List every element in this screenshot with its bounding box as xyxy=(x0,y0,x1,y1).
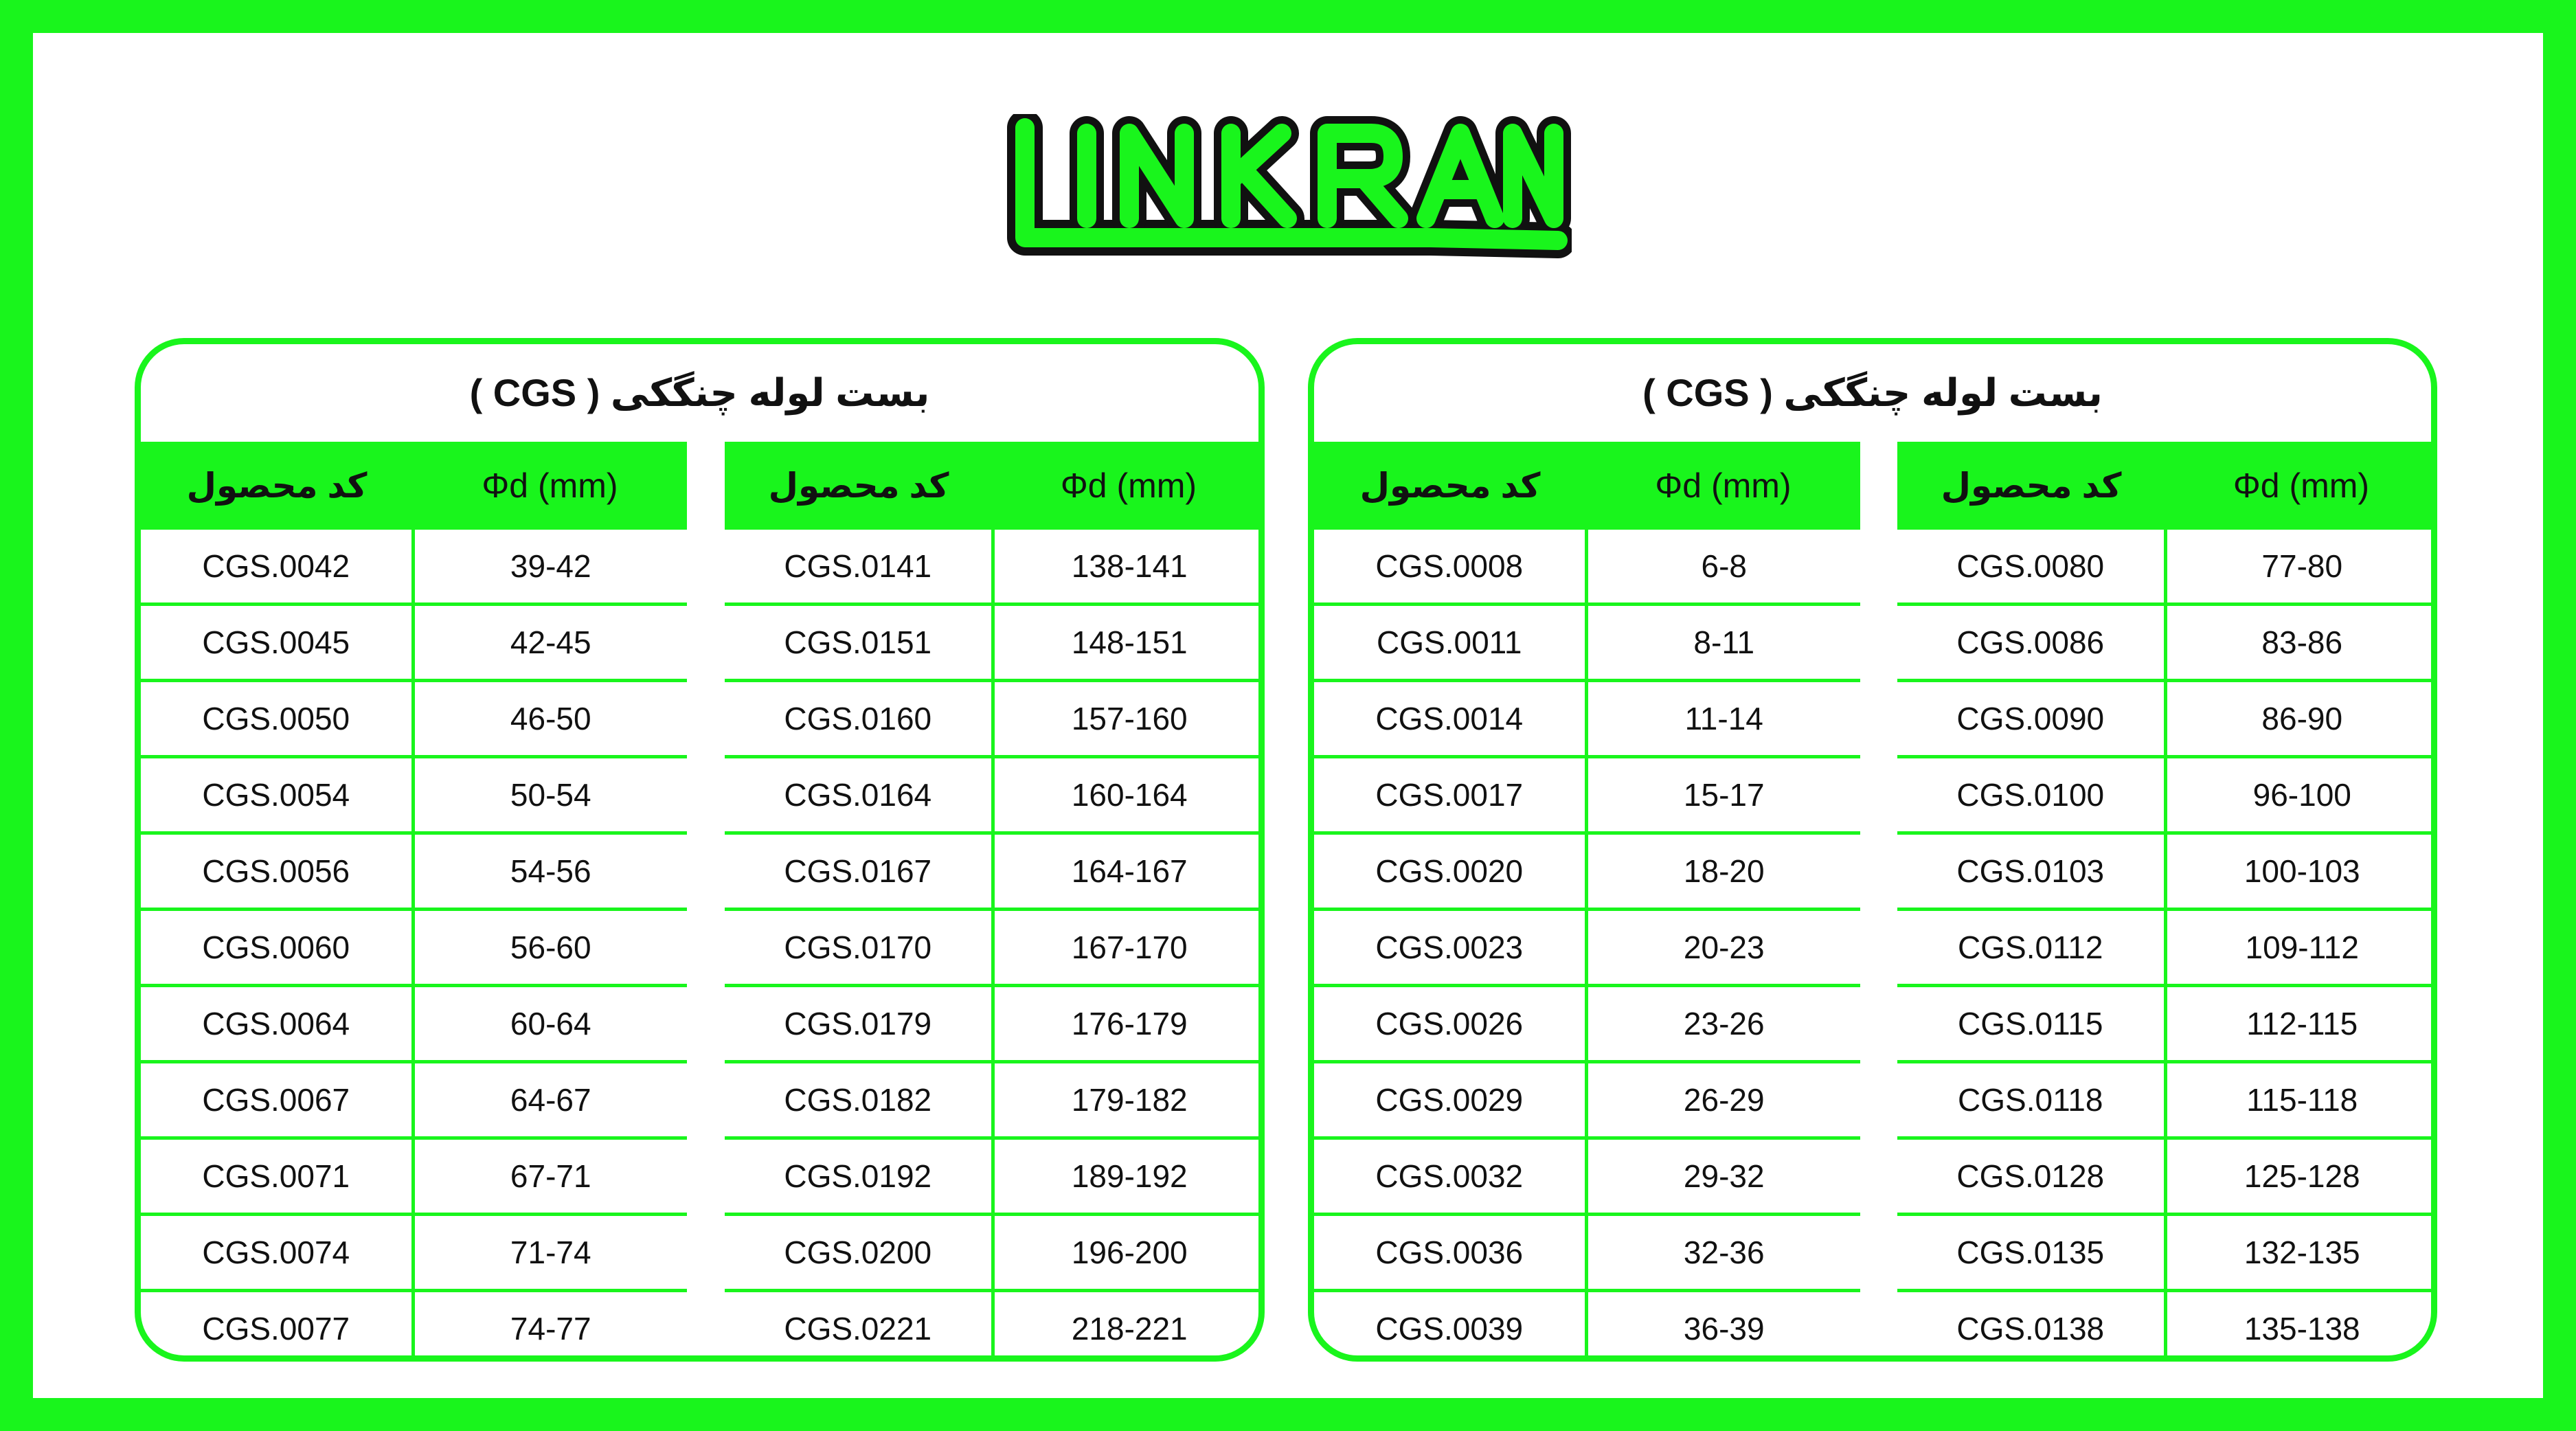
diameter-range: 54-56 xyxy=(413,833,687,910)
linkran-logo xyxy=(1004,114,1572,262)
diameter-range: 176-179 xyxy=(993,986,1265,1062)
diameter-range: 109-112 xyxy=(2165,910,2437,986)
product-code: CGS.0138 xyxy=(1897,1291,2165,1362)
product-code-header: کد محصول xyxy=(1897,442,2165,530)
table-row xyxy=(725,1062,1265,1138)
product-code: CGS.0182 xyxy=(725,1062,993,1138)
product-code: CGS.0036 xyxy=(1314,1215,1586,1291)
table-row xyxy=(725,530,1265,605)
product-code: CGS.0074 xyxy=(141,1215,413,1291)
diameter-range: 32-36 xyxy=(1586,1215,1860,1291)
table-row xyxy=(725,681,1265,757)
table-row xyxy=(1314,605,1860,681)
table-row xyxy=(1314,833,1860,910)
product-code: CGS.0103 xyxy=(1897,833,2165,910)
product-code: CGS.0056 xyxy=(141,833,413,910)
product-code-header: کد محصول xyxy=(141,442,413,530)
table-row xyxy=(1314,1062,1860,1138)
diameter-range: 60-64 xyxy=(413,986,687,1062)
table-row xyxy=(725,605,1265,681)
table-row xyxy=(725,986,1265,1062)
diameter-range: 67-71 xyxy=(413,1138,687,1215)
diameter-range: 112-115 xyxy=(2165,986,2437,1062)
diameter-range: 77-80 xyxy=(2165,530,2437,605)
product-code: CGS.0050 xyxy=(141,681,413,757)
table-row xyxy=(141,986,687,1062)
table-row xyxy=(1314,530,1860,605)
diameter-range: 46-50 xyxy=(413,681,687,757)
table-row xyxy=(1897,1138,2437,1215)
product-code: CGS.0060 xyxy=(141,910,413,986)
table-row xyxy=(1314,1138,1860,1215)
table-row xyxy=(1897,833,2437,910)
product-code: CGS.0135 xyxy=(1897,1215,2165,1291)
diameter-range: 42-45 xyxy=(413,605,687,681)
product-code: CGS.0064 xyxy=(141,986,413,1062)
product-code: CGS.0200 xyxy=(725,1215,993,1291)
pipe-clamp-panel-small xyxy=(1308,338,2437,1362)
product-code: CGS.0141 xyxy=(725,530,993,605)
product-code: CGS.0071 xyxy=(141,1138,413,1215)
table-row xyxy=(1897,1291,2437,1362)
product-code: CGS.0042 xyxy=(141,530,413,605)
diameter-range: 50-54 xyxy=(413,757,687,833)
product-code: CGS.0017 xyxy=(1314,757,1586,833)
table-row xyxy=(1897,1062,2437,1138)
product-code: CGS.0045 xyxy=(141,605,413,681)
product-code: CGS.0008 xyxy=(1314,530,1586,605)
diameter-range: 23-26 xyxy=(1586,986,1860,1062)
diameter-range: 196-200 xyxy=(993,1215,1265,1291)
diameter-range: 39-42 xyxy=(413,530,687,605)
diameter-header: Φd (mm) xyxy=(413,442,687,530)
table-row xyxy=(1897,757,2437,833)
table-row xyxy=(141,833,687,910)
size-table-right xyxy=(725,442,1265,1362)
product-code: CGS.0011 xyxy=(1314,605,1586,681)
diameter-range: 11-14 xyxy=(1586,681,1860,757)
panel-title: بست لوله چنگکی ( CGS ) xyxy=(1642,371,2103,414)
size-table-left xyxy=(141,442,687,1362)
diameter-range: 135-138 xyxy=(2244,1311,2360,1347)
diameter-range: 218-221 xyxy=(1071,1311,1188,1347)
product-code: CGS.0032 xyxy=(1314,1138,1586,1215)
product-code: CGS.0029 xyxy=(1314,1062,1586,1138)
product-code: CGS.0080 xyxy=(1897,530,2165,605)
diameter-range: 29-32 xyxy=(1586,1138,1860,1215)
diameter-range: 189-192 xyxy=(993,1138,1265,1215)
diameter-header: Φd (mm) xyxy=(2165,442,2437,530)
product-code: CGS.0054 xyxy=(141,757,413,833)
table-row xyxy=(141,1062,687,1138)
table-row xyxy=(1897,986,2437,1062)
table-row xyxy=(725,1138,1265,1215)
diameter-range: 56-60 xyxy=(413,910,687,986)
product-code: CGS.0221 xyxy=(725,1291,993,1362)
table-row xyxy=(725,833,1265,910)
product-code: CGS.0118 xyxy=(1897,1062,2165,1138)
diameter-range: 71-74 xyxy=(413,1215,687,1291)
product-code: CGS.0077 xyxy=(141,1291,413,1362)
product-code: CGS.0112 xyxy=(1897,910,2165,986)
diameter-range: 160-164 xyxy=(993,757,1265,833)
diameter-range: 100-103 xyxy=(2165,833,2437,910)
product-code: CGS.0026 xyxy=(1314,986,1586,1062)
product-code: CGS.0170 xyxy=(725,910,993,986)
table-row xyxy=(141,910,687,986)
diameter-range: 115-118 xyxy=(2165,1062,2437,1138)
diameter-range: 36-39 xyxy=(1683,1311,1765,1347)
diameter-range: 167-170 xyxy=(993,910,1265,986)
product-code-header: کد محصول xyxy=(1314,442,1586,530)
table-row xyxy=(1897,910,2437,986)
diameter-range: 64-67 xyxy=(413,1062,687,1138)
table-row xyxy=(141,1215,687,1291)
diameter-range: 86-90 xyxy=(2165,681,2437,757)
table-row xyxy=(1897,605,2437,681)
product-code: CGS.0167 xyxy=(725,833,993,910)
table-row xyxy=(141,530,687,605)
diameter-range: 96-100 xyxy=(2165,757,2437,833)
table-row xyxy=(1897,681,2437,757)
diameter-range: 15-17 xyxy=(1586,757,1860,833)
product-code: CGS.0151 xyxy=(725,605,993,681)
diameter-range: 83-86 xyxy=(2165,605,2437,681)
product-code: CGS.0014 xyxy=(1314,681,1586,757)
table-row xyxy=(1314,910,1860,986)
panel-title: بست لوله چنگکی ( CGS ) xyxy=(469,371,930,414)
diameter-range: 6-8 xyxy=(1586,530,1860,605)
table-row xyxy=(141,1291,687,1362)
table-row xyxy=(725,757,1265,833)
product-code: CGS.0020 xyxy=(1314,833,1586,910)
product-code: CGS.0039 xyxy=(1314,1291,1586,1362)
table-row xyxy=(1314,757,1860,833)
diameter-range: 164-167 xyxy=(993,833,1265,910)
diameter-range: 148-151 xyxy=(993,605,1265,681)
diameter-range: 74-77 xyxy=(510,1311,591,1347)
table-row xyxy=(1897,530,2437,605)
table-row xyxy=(141,1138,687,1215)
table-row xyxy=(1314,681,1860,757)
diameter-header: Φd (mm) xyxy=(993,442,1265,530)
product-code: CGS.0100 xyxy=(1897,757,2165,833)
product-code: CGS.0115 xyxy=(1897,986,2165,1062)
diameter-range: 8-11 xyxy=(1586,605,1860,681)
size-table-left xyxy=(1314,442,1860,1362)
table-row xyxy=(725,910,1265,986)
product-code-header: کد محصول xyxy=(725,442,993,530)
table-row xyxy=(141,605,687,681)
table-row xyxy=(725,1291,1265,1362)
diameter-range: 26-29 xyxy=(1586,1062,1860,1138)
product-code: CGS.0067 xyxy=(141,1062,413,1138)
diameter-range: 179-182 xyxy=(993,1062,1265,1138)
table-row xyxy=(141,681,687,757)
size-table-right xyxy=(1897,442,2437,1362)
product-code: CGS.0090 xyxy=(1897,681,2165,757)
diameter-range: 125-128 xyxy=(2165,1138,2437,1215)
table-row xyxy=(1314,1291,1860,1362)
table-row xyxy=(1314,1215,1860,1291)
diameter-range: 18-20 xyxy=(1586,833,1860,910)
table-row xyxy=(1314,986,1860,1062)
product-code: CGS.0086 xyxy=(1897,605,2165,681)
product-code: CGS.0164 xyxy=(725,757,993,833)
table-row xyxy=(1897,1215,2437,1291)
diameter-header: Φd (mm) xyxy=(1586,442,1860,530)
product-code: CGS.0128 xyxy=(1897,1138,2165,1215)
diameter-range: 138-141 xyxy=(993,530,1265,605)
diameter-range: 157-160 xyxy=(993,681,1265,757)
product-code: CGS.0160 xyxy=(725,681,993,757)
product-code: CGS.0023 xyxy=(1314,910,1586,986)
product-code: CGS.0179 xyxy=(725,986,993,1062)
pipe-clamp-panel-large xyxy=(135,338,1265,1362)
table-row xyxy=(725,1215,1265,1291)
product-code: CGS.0192 xyxy=(725,1138,993,1215)
diameter-range: 20-23 xyxy=(1586,910,1860,986)
diameter-range: 132-135 xyxy=(2165,1215,2437,1291)
table-row xyxy=(141,757,687,833)
